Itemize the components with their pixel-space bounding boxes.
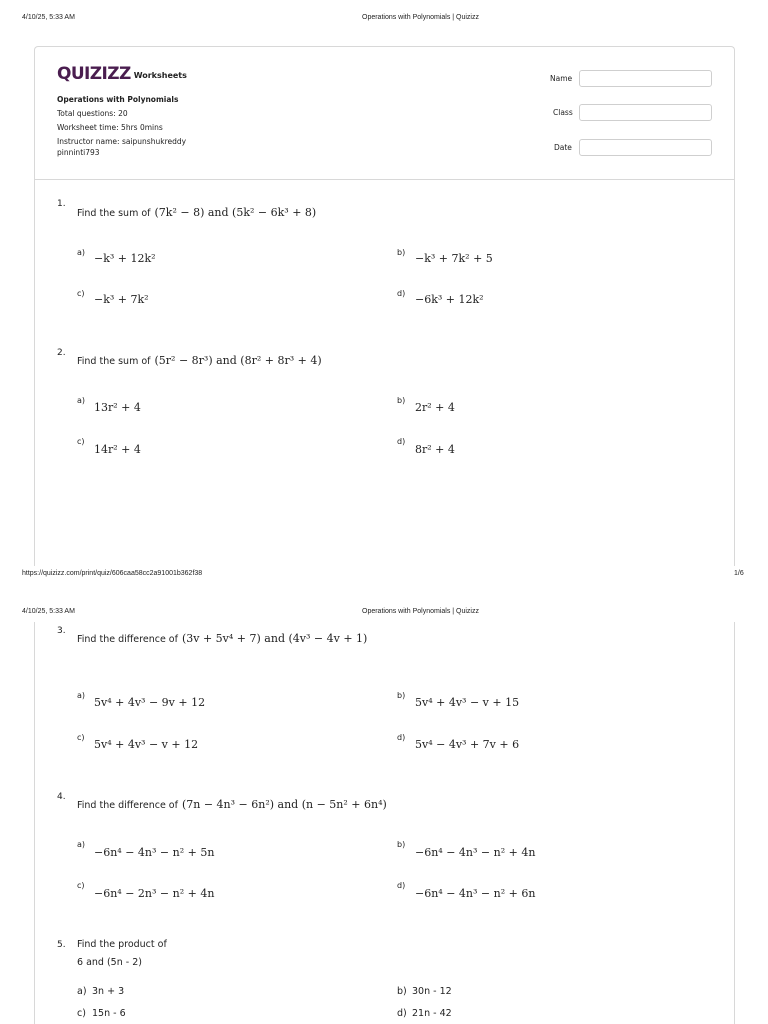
option-c[interactable]: 5v⁴ + 4v³ − v + 12 [94, 738, 199, 751]
page1-print-datetime: 4/10/25, 5:33 AM [22, 14, 75, 21]
option-label: d) [397, 437, 406, 446]
option-label: b) [397, 691, 406, 700]
option-label: c) [77, 289, 85, 298]
page2-print-datetime: 4/10/25, 5:33 AM [22, 608, 75, 615]
option-label: c) [77, 437, 85, 446]
option-label: a) [77, 986, 87, 997]
option-a[interactable]: −6n⁴ − 4n³ − n² + 5n [94, 846, 215, 859]
option-d[interactable]: −6k³ + 12k² [415, 293, 484, 306]
option-b[interactable]: −6n⁴ − 4n³ − n² + 4n [415, 846, 536, 859]
question-text [77, 798, 387, 811]
date-field[interactable] [579, 139, 712, 156]
option-b[interactable]: 30n - 12 [412, 986, 452, 997]
class-field[interactable] [579, 104, 712, 121]
option-c[interactable]: 14r² + 4 [94, 443, 141, 456]
question-prompt: Find the product of [77, 939, 167, 950]
option-a[interactable]: 3n + 3 [92, 986, 125, 997]
instructor-name: Instructor name: saipunshukreddy [57, 137, 187, 146]
option-c[interactable]: −6n⁴ − 2n³ − n² + 4n [94, 887, 215, 900]
page1-footer-page: 1/6 [734, 570, 744, 577]
option-c[interactable]: 15n - 6 [92, 1008, 126, 1019]
logo-product: Worksheets [133, 70, 187, 80]
worksheet-time: Worksheet time: 5hrs 0mins [57, 123, 163, 132]
option-b[interactable]: −k³ + 7k² + 5 [415, 252, 493, 265]
question-number: 4. [57, 792, 66, 802]
header-divider [35, 179, 734, 180]
option-label: c) [77, 733, 85, 742]
question-prompt: Find the sum of [77, 208, 151, 219]
question-prompt: Find the difference of [77, 800, 178, 811]
question-prompt-line2: 6 and (5n - 2) [77, 957, 142, 968]
worksheet-page-2 [34, 622, 735, 1024]
option-d[interactable]: 8r² + 4 [415, 443, 455, 456]
option-label: a) [77, 248, 86, 257]
total-questions: Total questions: 20 [57, 109, 128, 118]
option-label: b) [397, 986, 407, 997]
logo-wordmark: QUIZIZZ [57, 64, 131, 84]
name-label: Name [550, 74, 573, 83]
question-text [77, 354, 322, 367]
question-expression: (7k² − 8) and (5k² − 6k³ + 8) [154, 206, 317, 219]
option-label: b) [397, 248, 406, 257]
question-prompt: Find the sum of [77, 356, 151, 367]
option-label: d) [397, 733, 406, 742]
instructor-name-cont: pinninti793 [57, 148, 100, 157]
class-label: Class [553, 108, 573, 117]
option-label: d) [397, 881, 406, 890]
name-field[interactable] [579, 70, 712, 87]
option-label: c) [77, 881, 85, 890]
question-text [77, 206, 316, 219]
question-number: 1. [57, 199, 66, 209]
option-label: d) [397, 1008, 407, 1019]
page1-print-title: Operations with Polynomials | Quizizz [362, 14, 479, 21]
question-prompt: Find the difference of [77, 634, 178, 645]
option-c[interactable]: −k³ + 7k² [94, 293, 149, 306]
question-text [77, 632, 367, 645]
question-number: 2. [57, 348, 66, 358]
worksheet-title: Operations with Polynomials [57, 95, 179, 104]
page1-footer-url[interactable]: https://quizizz.com/print/quiz/606caa58cc2a91001b362f38 [22, 570, 203, 577]
question-expression: (5r² − 8r³) and (8r² + 8r³ + 4) [154, 354, 322, 367]
question-number: 3. [57, 626, 66, 636]
question-expression: (7n − 4n³ − 6n²) and (n − 5n² + 6n⁴) [181, 798, 387, 811]
option-d[interactable]: −6n⁴ − 4n³ − n² + 6n [415, 887, 536, 900]
option-a[interactable]: −k³ + 12k² [94, 252, 156, 265]
option-b[interactable]: 5v⁴ + 4v³ − v + 15 [415, 696, 520, 709]
worksheet-page-1 [34, 46, 735, 566]
option-b[interactable]: 2r² + 4 [415, 401, 455, 414]
question-expression: (3v + 5v⁴ + 7) and (4v³ − 4v + 1) [181, 632, 368, 645]
option-a[interactable]: 13r² + 4 [94, 401, 141, 414]
option-label: a) [77, 840, 86, 849]
question-number: 5. [57, 940, 66, 950]
option-label: a) [77, 396, 86, 405]
page2-print-title: Operations with Polynomials | Quizizz [362, 608, 479, 615]
option-label: d) [397, 289, 406, 298]
option-label: a) [77, 691, 86, 700]
option-d[interactable]: 5v⁴ − 4v³ + 7v + 6 [415, 738, 520, 751]
date-label: Date [554, 143, 572, 152]
option-label: c) [77, 1008, 86, 1019]
option-label: b) [397, 840, 406, 849]
quizizz-logo [57, 64, 187, 84]
option-d[interactable]: 21n - 42 [412, 1008, 452, 1019]
option-label: b) [397, 396, 406, 405]
option-a[interactable]: 5v⁴ + 4v³ − 9v + 12 [94, 696, 206, 709]
